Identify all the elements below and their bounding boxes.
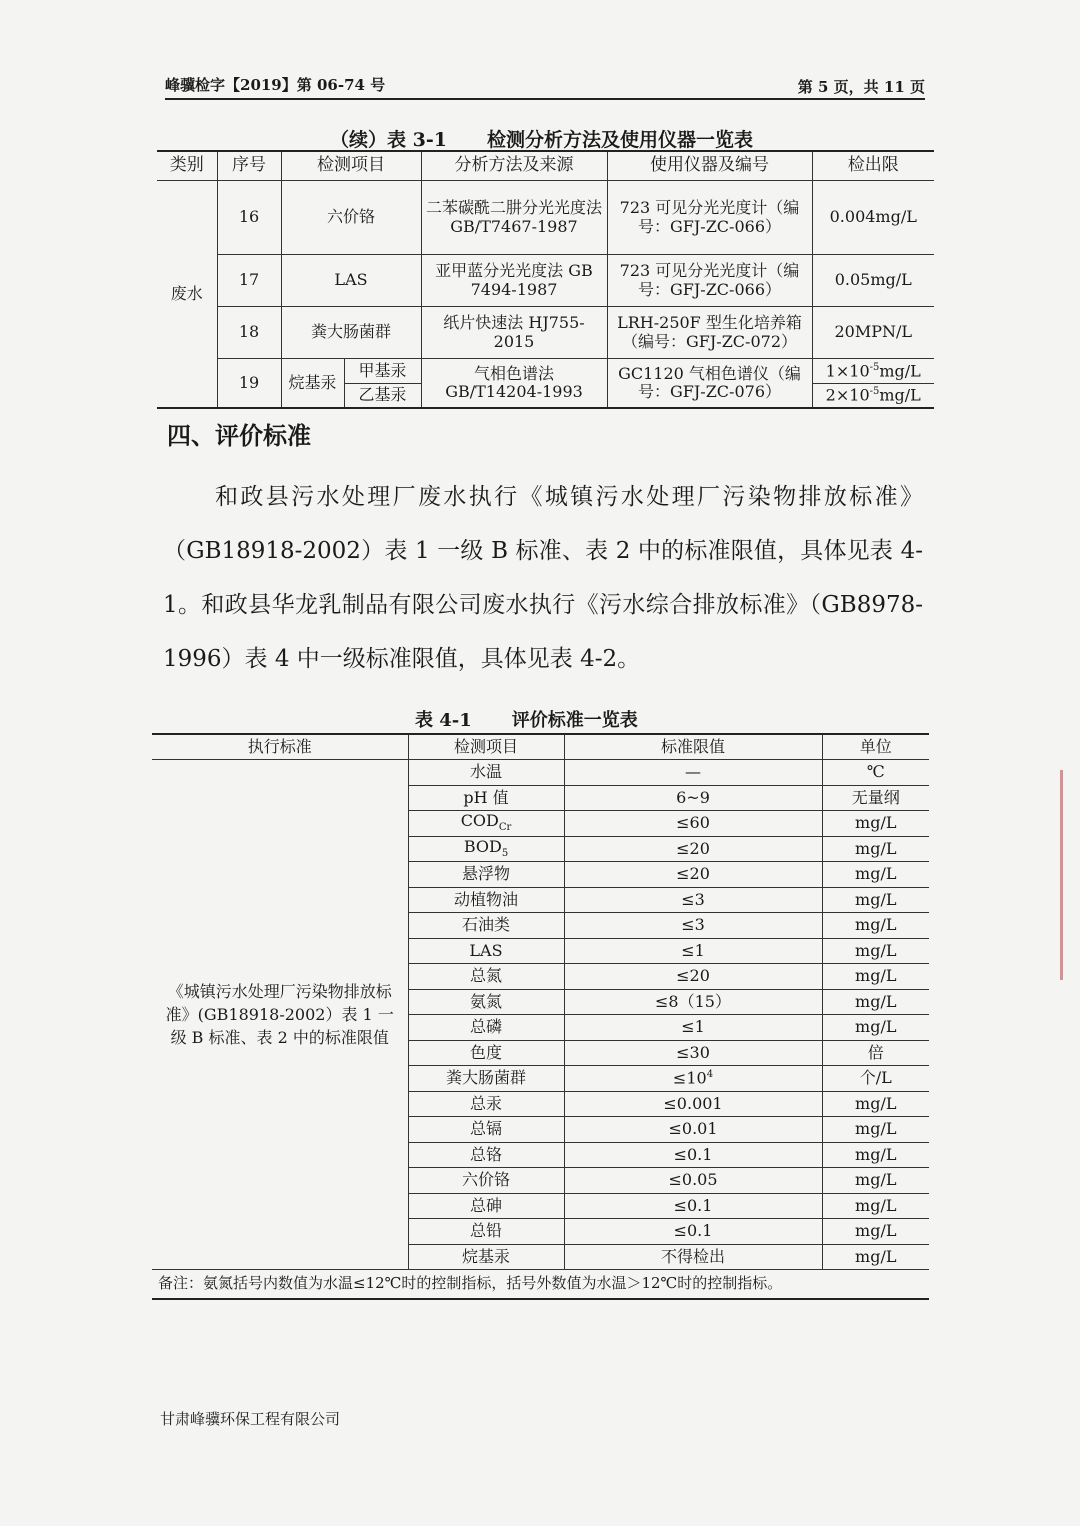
ethyl-mercury-label: 乙基汞: [358, 385, 407, 405]
coliform-limit-exp: 4: [706, 1068, 714, 1080]
table-note: 备注：氨氮括号内数值为水温≤12℃时的控制指标，括号外数值为水温＞12℃时的控制指标。: [152, 1270, 929, 1300]
row-no: 16: [217, 181, 281, 255]
row-item: 石油类: [408, 913, 564, 939]
row-instrument: GC1120 气相色谱仪（编号：GFJ-ZC-076）: [607, 359, 812, 409]
table-4-1-caption: [415, 706, 638, 732]
row-unit: 个/L: [822, 1066, 929, 1092]
row-unit: mg/L: [822, 887, 929, 913]
row-item: 氨氮: [408, 989, 564, 1015]
row-unit: mg/L: [822, 1168, 929, 1194]
row-method: 纸片快速法 HJ755-2015: [421, 307, 607, 359]
table-row: [157, 307, 934, 359]
row-limit: ≤0.001: [564, 1091, 822, 1117]
header-standard: 执行标准: [152, 734, 408, 760]
row-unit: mg/L: [822, 836, 929, 862]
row-item: 总汞: [408, 1091, 564, 1117]
row-limit: ≤0.1: [564, 1219, 822, 1245]
row-item: 悬浮物: [408, 862, 564, 888]
table-row: [157, 255, 934, 307]
row-item: 总铅: [408, 1219, 564, 1245]
table-3-1-caption-title: 检测分析方法及使用仪器一览表: [486, 129, 753, 151]
row-limit: ≤30: [564, 1040, 822, 1066]
seal-stamp-mark: [1060, 770, 1080, 980]
row-no: 18: [217, 307, 281, 359]
footer-company: 甘肃峰骥环保工程有限公司: [160, 1410, 341, 1428]
row-unit: mg/L: [822, 989, 929, 1015]
row-item: 六价铬: [408, 1168, 564, 1194]
row-unit: mg/L: [822, 1244, 929, 1270]
bod-label: BOD: [463, 836, 502, 856]
header-instrument: 使用仪器及编号: [607, 151, 812, 181]
row-limit: ≤0.1: [564, 1193, 822, 1219]
row-unit: mg/L: [822, 1091, 929, 1117]
row-item: 总砷: [408, 1193, 564, 1219]
header-limit: 检出限: [812, 151, 934, 181]
header-item: 检测项目: [408, 734, 564, 760]
row-limit: ≤1: [564, 1015, 822, 1041]
row-limit: 不得检出: [564, 1244, 822, 1270]
row-item: 动植物油: [408, 887, 564, 913]
row-unit: 无量纲: [822, 785, 929, 811]
row-instrument: 723 可见分光光度计（编号：GFJ-ZC-066）: [607, 255, 812, 307]
cod-subscript: Cr: [498, 822, 512, 834]
row-limit: 0.05mg/L: [812, 255, 934, 307]
row-limit: ≤3: [564, 913, 822, 939]
row-unit: mg/L: [822, 1015, 929, 1041]
row-instrument: LRH-250F 型生化培养箱（编号：GFJ-ZC-072）: [607, 307, 812, 359]
table-row: [157, 181, 934, 255]
row-limit: ≤3: [564, 887, 822, 913]
limit-1-unit: mg/L: [879, 360, 921, 380]
row-unit: mg/L: [822, 1219, 929, 1245]
header-limit: 标准限值: [564, 734, 822, 760]
row-item: LAS: [408, 938, 564, 964]
row-limit: 0.004mg/L: [812, 181, 934, 255]
row-item: pH 值: [408, 785, 564, 811]
limit-2-unit: mg/L: [879, 385, 921, 405]
header-method: 分析方法及来源: [421, 151, 607, 181]
limit-2-exp: -5: [869, 386, 880, 398]
row-limit: ≤1: [564, 938, 822, 964]
header-no: 序号: [217, 151, 281, 181]
row-item: 色度: [408, 1040, 564, 1066]
row-limit: —: [564, 760, 822, 786]
limit-1-exp: -5: [869, 361, 880, 373]
row-item: LAS: [281, 255, 421, 307]
row-limit: [564, 1066, 822, 1092]
section-title: 四、评价标准: [167, 421, 311, 450]
table-4-1-caption-number: 表 4-1: [415, 710, 472, 731]
row-method: 亚甲蓝分光光度法 GB 7494-1987: [421, 255, 607, 307]
row-item: [408, 836, 564, 862]
header-category: 类别: [157, 151, 217, 181]
row-limit: ≤0.01: [564, 1117, 822, 1143]
header-unit: 单位: [822, 734, 929, 760]
row-limit: 6~9: [564, 785, 822, 811]
row-item: 六价铬: [281, 181, 421, 255]
table-4-1: [152, 733, 929, 1300]
standard-cell: 《城镇污水处理厂污染物排放标准》(GB18918-2002）表 1 一级 B 标准、表 2 中的标准限值: [152, 760, 408, 1270]
table-row: [157, 359, 934, 384]
row-unit: mg/L: [822, 1117, 929, 1143]
row-limit: ≤0.05: [564, 1168, 822, 1194]
row-item-group: [281, 359, 421, 409]
row-no: 17: [217, 255, 281, 307]
limit-1-base: 1×10: [825, 360, 870, 380]
row-method: 气相色谱法 GB/T14204-1993: [421, 359, 607, 409]
row-limit: ≤20: [564, 862, 822, 888]
row-limit-2: [812, 383, 934, 408]
table-3-1-caption-number: （续）表 3-1: [330, 129, 447, 151]
row-instrument: 723 可见分光光度计（编号：GFJ-ZC-066）: [607, 181, 812, 255]
row-item: 总磷: [408, 1015, 564, 1041]
row-unit: mg/L: [822, 964, 929, 990]
alkyl-mercury-label: 烷基汞: [282, 359, 345, 407]
bod-subscript: 5: [501, 848, 509, 860]
table-header-row: [152, 734, 929, 760]
row-item: 粪大肠菌群: [281, 307, 421, 359]
row-unit: mg/L: [822, 862, 929, 888]
page-number: 第 5 页，共 11 页: [797, 78, 925, 96]
row-no: 19: [217, 359, 281, 409]
row-unit: mg/L: [822, 913, 929, 939]
row-unit: mg/L: [822, 1142, 929, 1168]
cod-label: COD: [460, 811, 499, 831]
table-row: [152, 760, 929, 786]
row-item: 水温: [408, 760, 564, 786]
document-number: 峰骥检字【2019】第 06-74 号: [165, 76, 386, 94]
row-unit: 倍: [822, 1040, 929, 1066]
row-limit-1: [812, 359, 934, 384]
row-limit: 20MPN/L: [812, 307, 934, 359]
row-limit: ≤20: [564, 836, 822, 862]
limit-2-base: 2×10: [825, 385, 870, 405]
row-item: 总镉: [408, 1117, 564, 1143]
table-note-row: [152, 1270, 929, 1300]
table-3-1: [157, 150, 934, 409]
table-4-1-caption-title: 评价标准一览表: [511, 710, 638, 731]
row-unit: mg/L: [822, 1193, 929, 1219]
row-item: 粪大肠菌群: [408, 1066, 564, 1092]
row-item: [408, 811, 564, 837]
page-header: [165, 68, 925, 100]
row-item: 总氮: [408, 964, 564, 990]
section-paragraph: 和政县污水处理厂废水执行《城镇污水处理厂污染物排放标准》（GB18918-2002）表 1 一级 B 标准、表 2 中的标准限值，具体见表 4-1。和政县华龙乳制品有限公司废水执行《污水综合排放标准》（GB8978-1996）表 4 中一级标准限值，具体见表 4-2。: [163, 484, 923, 672]
row-item: 烷基汞: [408, 1244, 564, 1270]
methyl-mercury-label: 甲基汞: [345, 359, 421, 384]
row-limit: ≤60: [564, 811, 822, 837]
row-limit: ≤0.1: [564, 1142, 822, 1168]
header-item: 检测项目: [281, 151, 421, 181]
row-unit: mg/L: [822, 938, 929, 964]
table-3-1-caption: [330, 125, 753, 152]
row-unit: ℃: [822, 760, 929, 786]
row-unit: mg/L: [822, 811, 929, 837]
coliform-limit-base: ≤10: [672, 1068, 707, 1088]
row-limit: ≤20: [564, 964, 822, 990]
row-item: 总铬: [408, 1142, 564, 1168]
row-method: 二苯碳酰二肼分光光度法 GB/T7467-1987: [421, 181, 607, 255]
category-cell: 废水: [157, 181, 217, 409]
row-limit: ≤8（15）: [564, 989, 822, 1015]
table-header-row: [157, 151, 934, 181]
